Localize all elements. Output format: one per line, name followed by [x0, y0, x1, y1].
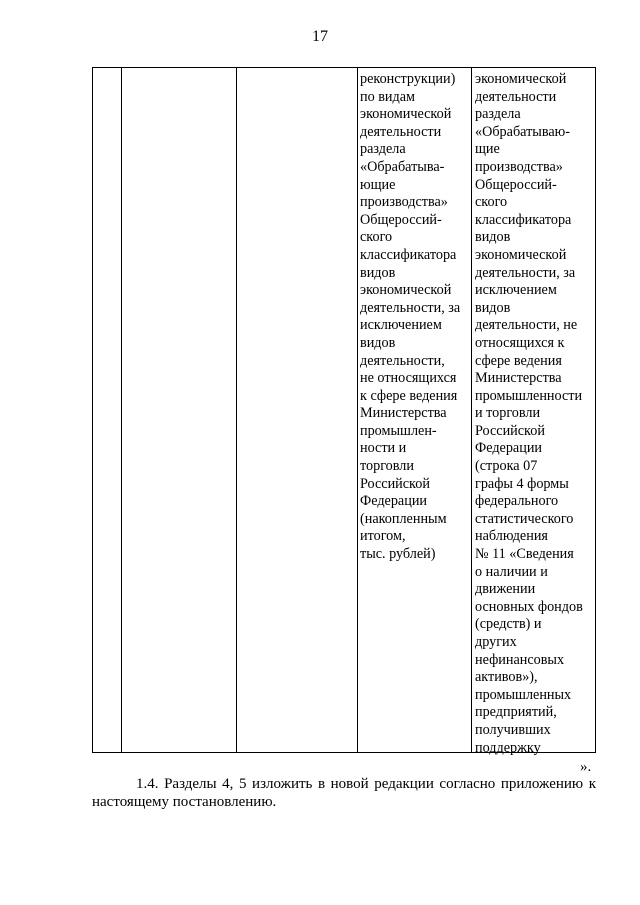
- column-divider-3: [357, 67, 358, 753]
- table-cell-column-4: реконструкции) по видам экономической деятельности раздела «Обрабатыва- ющие производства» Общероссий- ского классификатора видов экономической деятельности, за исключением видов деятельности, не относящихся к сфере ведения Министерства промышлен- ности и торговли Российской Федерации (накопленным итогом, тыс. рублей): [360, 71, 461, 563]
- page-number: 17: [312, 28, 328, 45]
- table-border-left: [92, 67, 93, 753]
- column-divider-2: [236, 67, 237, 753]
- column-divider-1: [121, 67, 122, 753]
- table-border-right: [595, 67, 596, 753]
- table-top-border: [92, 67, 596, 68]
- closing-quote: ».: [580, 759, 592, 775]
- amendment-paragraph: 1.4. Разделы 4, 5 изложить в новой редакции согласно приложению к настоящему постановлению.: [92, 776, 596, 810]
- table-cell-column-5: экономической деятельности раздела «Обрабатываю- щие производства» Общероссий- ского классификатора видов экономической деятельности, за исключением видов деятельности, не относящихся к сфере ведения Министерства промышленности и торговли Российской Федерации (строка 07 графы 4 формы федерального статистического наблюдения № 11 «Сведения о наличии и движении основных фондов (средств) и других нефинансовых активов»), промышленных предприятий, получивших поддержку: [475, 71, 583, 756]
- column-divider-4: [471, 67, 472, 753]
- continuation-table: [92, 67, 596, 756]
